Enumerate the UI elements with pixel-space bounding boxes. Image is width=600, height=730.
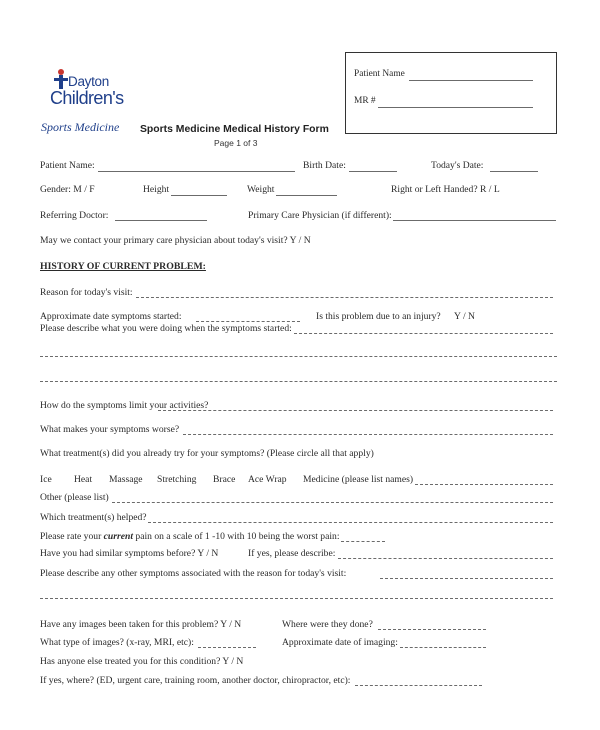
id-patient-name-label: Patient Name: [354, 69, 405, 79]
treatment-option-ice[interactable]: Ice: [40, 474, 52, 485]
treatments-question: What treatment(s) did you already try for your symptoms? (Please circle all that apply): [40, 448, 374, 459]
logo-line-1: Dayton: [68, 74, 109, 89]
similar-symptoms-question: Have you had similar symptoms before? Y / N: [40, 548, 219, 559]
contact-pcp-question: May we contact your primary care physician about today's visit? Y / N: [40, 235, 311, 246]
limit-label: How do the symptoms limit your activities?: [40, 400, 209, 411]
treatment-option-medicine[interactable]: Medicine (please list names): [303, 474, 414, 485]
referring-doctor-field[interactable]: [115, 220, 207, 221]
id-patient-name-field[interactable]: [409, 80, 533, 81]
id-mr-label: MR #: [354, 96, 376, 106]
birth-date-field[interactable]: [349, 171, 397, 172]
page-number: Page 1 of 3: [214, 138, 258, 148]
images-date-field[interactable]: [400, 647, 486, 648]
worse-field[interactable]: [183, 434, 553, 435]
form-title: Sports Medicine Medical History Form: [140, 124, 329, 135]
describe-label: Please describe what you were doing when the symptoms started:: [40, 323, 292, 334]
todays-date-label: Today's Date:: [431, 160, 484, 171]
images-type-label: What type of images? (x-ray, MRI, etc):: [40, 637, 194, 648]
similar-describe-field[interactable]: [338, 558, 553, 559]
reason-label: Reason for today's visit:: [40, 287, 133, 298]
treated-else-question: Has anyone else treated you for this condition? Y / N: [40, 656, 244, 667]
worse-label: What makes your symptoms worse?: [40, 424, 180, 435]
primary-care-label: Primary Care Physician (if different):: [248, 210, 392, 221]
pain-rating-field[interactable]: [341, 541, 385, 542]
treated-where-field[interactable]: [355, 685, 482, 686]
images-date-label: Approximate date of imaging:: [282, 637, 398, 648]
images-where-field[interactable]: [378, 629, 486, 630]
describe-field-2[interactable]: [40, 356, 557, 357]
todays-date-field[interactable]: [490, 171, 538, 172]
injury-question: Is this problem due to an injury?: [316, 311, 441, 322]
treatment-option-ace-wrap[interactable]: Ace Wrap: [248, 474, 287, 485]
images-where-label: Where were they done?: [282, 619, 373, 630]
id-mr-field[interactable]: [378, 107, 533, 108]
birth-date-label: Birth Date:: [303, 160, 346, 171]
other-field[interactable]: [112, 502, 553, 503]
other-symptoms-field-1[interactable]: [380, 578, 553, 579]
pain-prefix: Please rate your: [40, 531, 104, 542]
describe-field-1[interactable]: [294, 333, 553, 334]
logo-line-3: Sports Medicine: [41, 120, 120, 134]
treatment-option-massage[interactable]: Massage: [109, 474, 143, 485]
approx-date-field[interactable]: [196, 321, 300, 322]
pain-suffix: pain on a scale of 1 -10 with 10 being the worst pain:: [133, 531, 340, 542]
other-symptoms-field-2[interactable]: [40, 598, 553, 599]
other-label: Other (please list): [40, 492, 109, 503]
patient-name-label: Patient Name:: [40, 160, 95, 171]
similar-describe-label: If yes, please describe:: [248, 548, 336, 559]
other-symptoms-label: Please describe any other symptoms associated with the reason for today's visit:: [40, 568, 347, 579]
treated-where-label: If yes, where? (ED, urgent care, training room, another doctor, chiropractor, etc):: [40, 675, 351, 686]
limit-field[interactable]: [158, 410, 553, 411]
medicine-names-field[interactable]: [415, 484, 553, 485]
logo-line-2: Children's: [50, 88, 124, 108]
helped-label: Which treatment(s) helped?: [40, 512, 147, 523]
helped-field[interactable]: [148, 522, 553, 523]
patient-id-box: [345, 52, 557, 134]
height-label: Height: [143, 184, 170, 195]
referring-doctor-label: Referring Doctor:: [40, 210, 109, 221]
images-question: Have any images been taken for this problem? Y / N: [40, 619, 242, 630]
injury-yn: Y / N: [454, 311, 475, 322]
treatment-option-brace[interactable]: Brace: [213, 474, 236, 485]
history-heading: HISTORY OF CURRENT PROBLEM:: [40, 261, 206, 272]
gender-label: Gender: M / F: [40, 184, 95, 195]
treatment-option-stretching[interactable]: Stretching: [157, 474, 197, 485]
pain-emphasis: current: [103, 531, 133, 542]
weight-label: Weight: [247, 184, 275, 195]
primary-care-field[interactable]: [393, 220, 556, 221]
approx-date-label: Approximate date symptoms started:: [40, 311, 182, 322]
images-type-field[interactable]: [198, 647, 256, 648]
reason-field[interactable]: [136, 297, 553, 298]
height-field[interactable]: [171, 195, 227, 196]
handed-label: Right or Left Handed? R / L: [391, 184, 500, 195]
weight-field[interactable]: [276, 195, 337, 196]
pain-rating-question: [40, 531, 340, 542]
patient-name-field[interactable]: [98, 171, 295, 172]
describe-field-3[interactable]: [40, 381, 557, 382]
treatment-option-heat[interactable]: Heat: [74, 474, 93, 485]
